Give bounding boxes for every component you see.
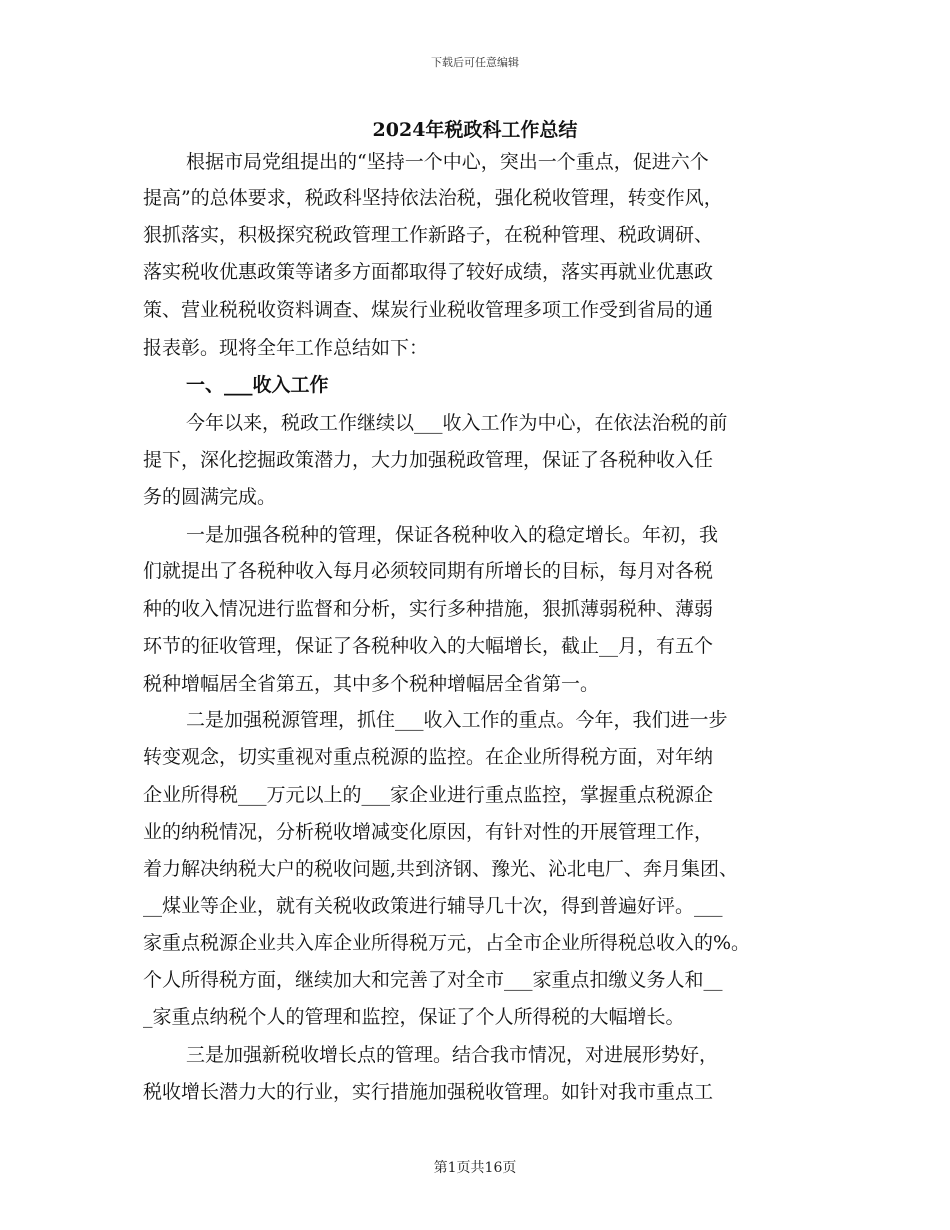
text-line: 狠抓落实，积极探究税政管理工作新路子，在税种管理、税政调研、: [143, 224, 714, 246]
text-line: __煤业等企业，就有关税收政策进行辅导几十次，得到普遍好评。___: [143, 895, 723, 917]
text-line: 企业所得税___万元以上的___家企业进行重点监控，掌握重点税源企: [143, 784, 714, 806]
text-line: 今年以来，税政工作继续以___收入工作为中心，在依法治税的前: [186, 412, 728, 434]
text-line: 提高”的总体要求，税政科坚持依法治税，强化税收管理，转变作风，: [143, 187, 723, 209]
text-line: 个人所得税方面，继续加大和完善了对全市___家重点扣缴义务人和__: [143, 969, 723, 991]
text-line: 税种增幅居全省第五，其中多个税种增幅居全省第一。: [143, 673, 600, 695]
text-line: 一是加强各税种的管理，保证各税种收入的稳定增长。年初，我: [186, 524, 719, 546]
text-line: 根据市局党组提出的“坚持一个中心，突出一个重点，促进六个: [186, 151, 709, 173]
section-heading: 一、___收入工作: [186, 374, 329, 396]
page-number-footer: 第1页共16页: [433, 1160, 517, 1176]
text-line: 环节的征收管理，保证了各税种收入的大幅增长，截止__月，有五个: [143, 635, 714, 657]
document-title: 2024年税政科工作总结: [372, 119, 578, 141]
text-line: 税收增长潜力大的行业，实行措施加强税收管理。如针对我市重点工: [143, 1081, 714, 1103]
text-line: 二是加强税源管理，抓住___收入工作的重点。今年，我们进一步: [186, 709, 728, 731]
text-line: 家重点税源企业共入库企业所得税万元，占全市企业所得税总收入的%。: [143, 932, 751, 954]
text-line: 策、营业税税收资料调查、煤炭行业税收管理多项工作受到省局的通: [143, 299, 714, 321]
text-line: 提下，深化挖掘政策潜力，大力加强税政管理，保证了各税种收入任: [143, 449, 714, 471]
text-line: 三是加强新税收增长点的管理。结合我市情况，对进展形势好，: [186, 1044, 719, 1066]
text-line: _家重点纳税个人的管理和监控，保证了个人所得税的大幅增长。: [143, 1006, 685, 1028]
text-line: 务的圆满完成。: [143, 486, 277, 508]
text-line: 业的纳税情况，分析税收增减变化原因，有针对性的开展管理工作，: [143, 821, 714, 843]
text-line: 报表彰。现将全年工作总结如下：: [143, 337, 429, 359]
text-line: 种的收入情况进行监督和分析，实行多种措施，狠抓薄弱税种、薄弱: [143, 598, 714, 620]
page-header-note: 下载后可任意编辑: [431, 56, 519, 69]
text-line: 转变观念，切实重视对重点税源的监控。在企业所得税方面，对年纳: [143, 746, 714, 768]
text-line: 着力解决纳税大户的税收问题,共到济钢、豫光、沁北电厂、奔月集团、: [143, 858, 739, 880]
text-line: 们就提出了各税种收入每月必须较同期有所增长的目标，每月对各税: [143, 560, 714, 582]
text-line: 落实税收优惠政策等诸多方面都取得了较好成绩，落实再就业优惠政: [143, 261, 714, 283]
